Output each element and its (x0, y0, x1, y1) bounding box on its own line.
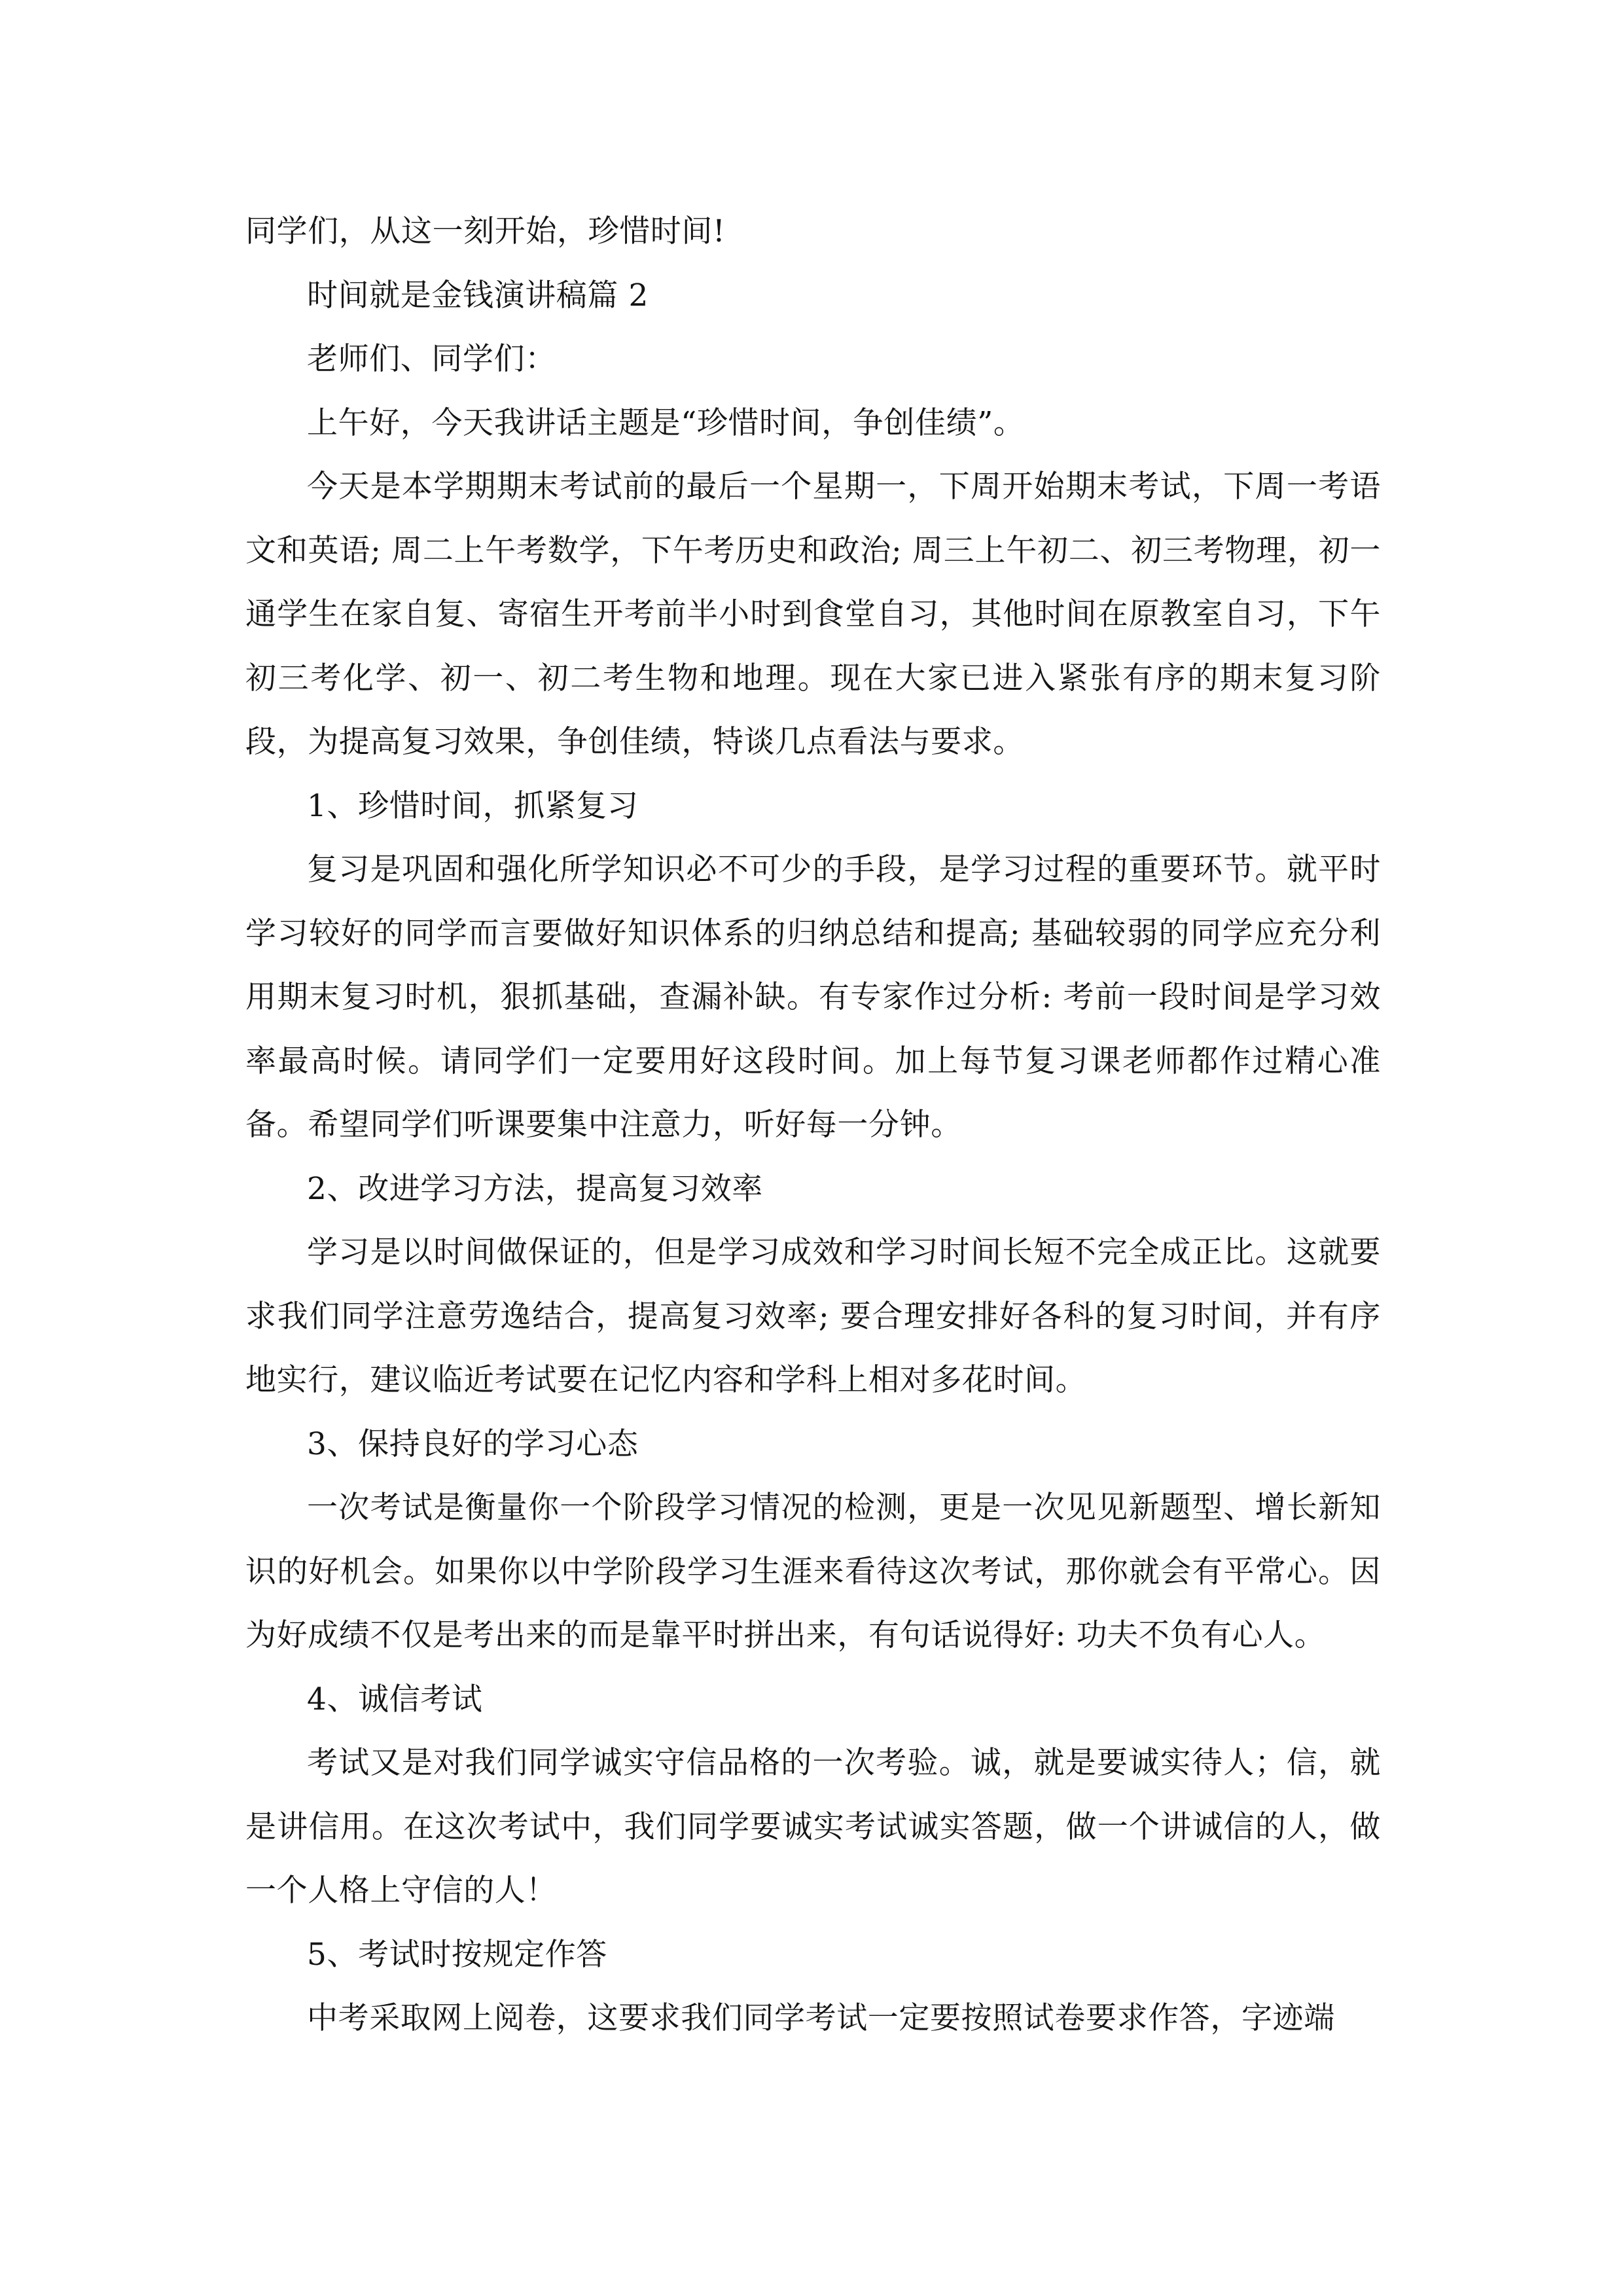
paragraph-intro: 今天是本学期期末考试前的最后一个星期一，下周开始期末考试，下周一考语文和英语; 周二上午考数学，下午考历史和政治; 周三上午初二、初三考物理，初一通学生在家自复、寄宿生开考前半小时到食堂自习，其他时间在原教室自习，下午初三考化学、初一、初二考生物和地理。现在大家已进入紧张有序的期末复习阶段，为提高复习效果，争创佳绩，特谈几点看法与要求。 (245, 469, 1381, 760)
document-body (245, 200, 1381, 2051)
heading-point-2: 2、改进学习方法，提高复习效率 (307, 1170, 763, 1207)
heading-point-3: 3、保持良好的学习心态 (307, 1426, 639, 1462)
section-title: 时间就是金钱演讲稿篇 2 (307, 277, 649, 314)
salutation: 老师们、同学们： (307, 341, 556, 377)
paragraph-closing-line: 同学们，从这一刻开始，珍惜时间! (245, 213, 726, 249)
paragraph-point-1: 复习是巩固和强化所学知识必不可少的手段，是学习过程的重要环节。就平时学习较好的同学而言要做好知识体系的归纳总结和提高; 基础较弱的同学应充分利用期末复习时机，狠抓基础，查漏补缺。有专家作过分析: 考前一段时间是学习效率最高时候。请同学们一定要用好这段时间。加上每节复习课老师都作过精心准备。希望同学们听课要集中注意力，听好每一分钟。 (245, 852, 1381, 1143)
paragraph-greeting: 上午好，今天我讲话主题是“珍惜时间，争创佳绩”。 (307, 404, 1025, 441)
paragraph-point-3: 一次考试是衡量你一个阶段学习情况的检测，更是一次见见新题型、增长新知识的好机会。如果你以中学阶段学习生涯来看待这次考试，那你就会有平常心。因为好成绩不仅是考出来的而是靠平时拼出来，有句话说得好: 功夫不负有心人。 (245, 1490, 1381, 1653)
heading-point-4: 4、诚信考试 (307, 1681, 483, 1717)
paragraph-point-4: 考试又是对我们同学诚实守信品格的一次考验。诚，就是要诚实待人；信，就是讲信用。在这次考试中，我们同学要诚实考试诚实答题，做一个讲诚信的人，做一个人格上守信的人！ (245, 1745, 1381, 1909)
paragraph-point-5: 中考采取网上阅卷，这要求我们同学考试一定要按照试卷要求作答，字迹端 (307, 2000, 1335, 2036)
paragraph-point-2: 学习是以时间做保证的，但是学习成效和学习时间长短不完全成正比。这就要求我们同学注意劳逸结合，提高复习效率; 要合理安排好各科的复习时间，并有序地实行，建议临近考试要在记忆内容和学科上相对多花时间。 (245, 1234, 1381, 1398)
heading-point-5: 5、考试时按规定作答 (307, 1936, 607, 1973)
heading-point-1: 1、珍惜时间，抓紧复习 (307, 787, 639, 824)
